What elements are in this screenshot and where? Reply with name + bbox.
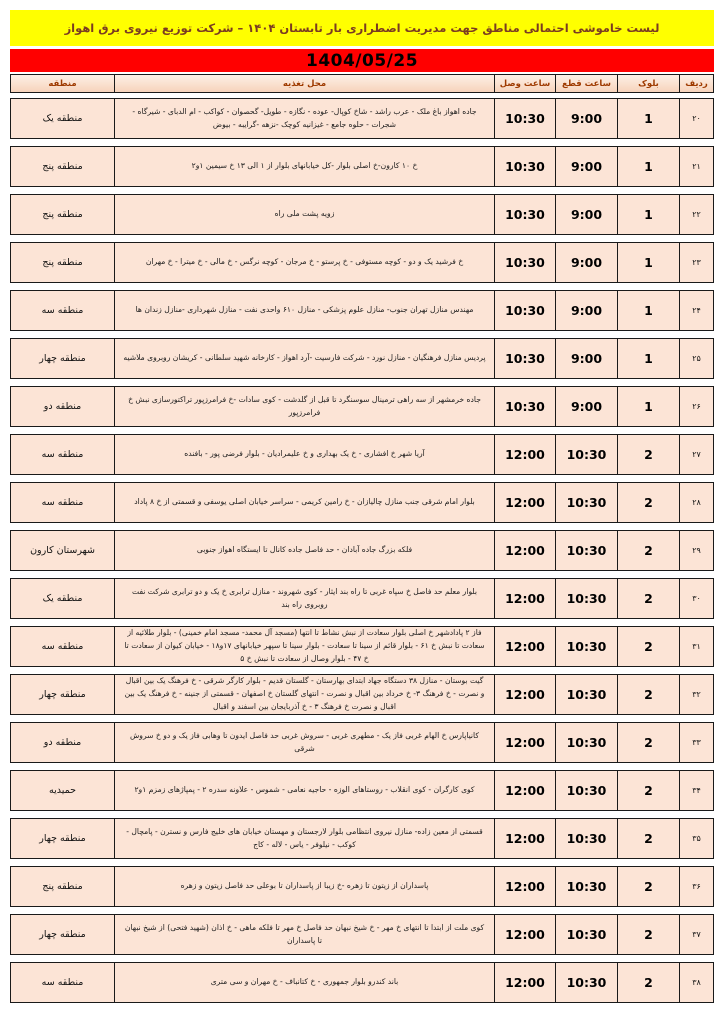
header-region: منطقه xyxy=(10,74,115,93)
row-number-cell: ۳۱ xyxy=(679,626,714,667)
cut-time-cell: 9:00 xyxy=(555,386,618,427)
row-number-cell: ۲۶ xyxy=(679,386,714,427)
restore-time-cell: 10:30 xyxy=(494,338,556,379)
feeding-location-cell: جاده اهواز باغ ملک - عرب راشد - شاخ کوپال- عوده - نگازه - طویل- گحصوان - کواکب - ام الدبای - شیرگاه - شجرات - حلوه جامع - غیزانیه کوچک -نزهه -گرایبه - بیوض xyxy=(114,98,495,139)
feeding-location-cell: باند کندرو بلوار جمهوری - خ کتانباف - خ مهران و سی متری xyxy=(114,962,495,1003)
feeding-location-cell: بلوار امام شرقی جنب منازل چالیازان - خ رامین کریمی - سراسر خیابان اصلی یوسفی و قسمتی از خ ۸ پاداد xyxy=(114,482,495,523)
block-cell: 2 xyxy=(617,482,680,523)
restore-time-cell: 10:30 xyxy=(494,194,556,235)
region-cell: منطقه چهار xyxy=(10,338,115,379)
restore-time-cell: 12:00 xyxy=(494,674,556,715)
row-number-cell: ۲۱ xyxy=(679,146,714,187)
feeding-location-cell: آریا شهر خ افشاری - خ یک بهداری و خ علیمرادیان - بلوار فرضی پور - بافنده xyxy=(114,434,495,475)
feeding-location-cell: گیت بوستان - منازل ۳۸ دستگاه جهاد ابتدای بهارستان - گلستان قدیم - بلوار کارگر شرقی - خ فرهنگ یک بین اقبال و نصرت - خ فرهنگ ۳- خ خرداد بین اقبال و نصرت - انتهای گلستان خ اصفهان - قسمتی از جنینه - خ فرهنگ یک بین اقبال و نصرت خ فرهنگ ۳ - خ آذربایجان بین اسفند و اقبال xyxy=(114,674,495,715)
block-cell: 2 xyxy=(617,674,680,715)
cut-time-cell: 10:30 xyxy=(555,626,618,667)
cut-time-cell: 10:30 xyxy=(555,770,618,811)
restore-time-cell: 12:00 xyxy=(494,962,556,1003)
restore-time-cell: 12:00 xyxy=(494,626,556,667)
feeding-location-cell: بلوار معلم حد فاصل خ سپاه غربی تا راه بند ایثار - کوی شهروند - منازل ترابری خ یک و دو ترابری شرکت نفت روبروی راه بند xyxy=(114,578,495,619)
table-row xyxy=(10,146,714,187)
region-cell: حمیدیه xyxy=(10,770,115,811)
feeding-location-cell: کانیاپارس خ الهام غربی فاز یک - مطهری غربی - سروش غربی حد فاصل ایدون تا وهابی فاز یک و دو خ سروش شرقی xyxy=(114,722,495,763)
region-cell: منطقه دو xyxy=(10,386,115,427)
region-cell: منطقه سه xyxy=(10,626,115,667)
block-cell: 1 xyxy=(617,242,680,283)
row-number-cell: ۳۵ xyxy=(679,818,714,859)
cut-time-cell: 9:00 xyxy=(555,242,618,283)
region-cell: شهرستان کارون xyxy=(10,530,115,571)
header-restore-time: ساعت وصل xyxy=(494,74,556,93)
restore-time-cell: 10:30 xyxy=(494,386,556,427)
table-row xyxy=(10,98,714,139)
block-cell: 1 xyxy=(617,146,680,187)
header-cut-time: ساعت قطع xyxy=(555,74,618,93)
feeding-location-cell: مهندس منازل تهران جنوب- منازل علوم پزشکی - منازل ۶۱۰ واحدی نفت - منازل شهرداری -منازل زندان ها xyxy=(114,290,495,331)
feeding-location-cell: فلکه بزرگ جاده آبادان - حد فاصل جاده کانال تا ایستگاه اهواز جنوبی xyxy=(114,530,495,571)
region-cell: منطقه یک xyxy=(10,98,115,139)
header-feeding-location: محل تغذیه xyxy=(114,74,495,93)
row-number-cell: ۲۳ xyxy=(679,242,714,283)
table-row xyxy=(10,338,714,379)
outage-table xyxy=(10,74,714,1003)
block-cell: 2 xyxy=(617,770,680,811)
block-cell: 1 xyxy=(617,290,680,331)
feeding-location-cell: زویه پشت ملی راه xyxy=(114,194,495,235)
row-number-cell: ۲۴ xyxy=(679,290,714,331)
region-cell: منطقه دو xyxy=(10,722,115,763)
block-cell: 2 xyxy=(617,434,680,475)
region-cell: منطقه سه xyxy=(10,290,115,331)
feeding-location-cell: خ ۱۰ کارون-خ اصلی بلوار -کل خیابانهای بلوار از ۱ الی ۱۳ خ سیمین ۱و۲ xyxy=(114,146,495,187)
region-cell: منطقه پنج xyxy=(10,194,115,235)
table-row xyxy=(10,242,714,283)
table-row xyxy=(10,194,714,235)
row-number-cell: ۲۷ xyxy=(679,434,714,475)
restore-time-cell: 10:30 xyxy=(494,98,556,139)
block-cell: 2 xyxy=(617,530,680,571)
row-number-cell: ۲۹ xyxy=(679,530,714,571)
header-row-number: ردیف xyxy=(679,74,714,93)
cut-time-cell: 9:00 xyxy=(555,98,618,139)
cut-time-cell: 10:30 xyxy=(555,674,618,715)
region-cell: منطقه چهار xyxy=(10,914,115,955)
table-header-row xyxy=(10,74,714,93)
cut-time-cell: 10:30 xyxy=(555,482,618,523)
feeding-location-cell: پاسداران از زیتون تا زهره -خ زیبا از پاسداران تا بوعلی حد فاصل زیتون و زهره xyxy=(114,866,495,907)
restore-time-cell: 12:00 xyxy=(494,434,556,475)
region-cell: منطقه چهار xyxy=(10,674,115,715)
row-number-cell: ۳۳ xyxy=(679,722,714,763)
row-number-cell: ۲۸ xyxy=(679,482,714,523)
cut-time-cell: 10:30 xyxy=(555,578,618,619)
feeding-location-cell: خ فرشید یک و دو - کوچه مستوفی - خ پرستو - خ مرجان - کوچه نرگس - خ مالی - خ میترا - خ مهران xyxy=(114,242,495,283)
block-cell: 2 xyxy=(617,722,680,763)
title-band xyxy=(10,10,714,46)
feeding-location-cell: فاز ۲ پادادشهر خ اصلی بلوار سعادت از نبش نشاط تا انتها (مسجد آل محمد- مسجد امام خمینی) - بلوار طلائیه از سعادت تا نبش خ ۶۱ - بلوار قائم از سینا تا سعادت - بلوار سینا تا سپهر خیابانهای ۱۷و۱۸ - خیابان کیوان از سعادت تا خ ۴۷ - بلوار وصال از سعادت تا نبش خ ۵ xyxy=(114,626,495,667)
region-cell: منطقه پنج xyxy=(10,146,115,187)
table-row xyxy=(10,530,714,571)
page-title: لیست خاموشی احتمالی مناطق جهت مدیریت اضطراری بار تابستان ۱۴۰۴ – شرکت توزیع نیروی برق اهواز xyxy=(64,21,660,35)
table-row xyxy=(10,386,714,427)
block-cell: 2 xyxy=(617,626,680,667)
block-cell: 1 xyxy=(617,386,680,427)
table-row xyxy=(10,770,714,811)
block-cell: 1 xyxy=(617,338,680,379)
restore-time-cell: 12:00 xyxy=(494,818,556,859)
row-number-cell: ۳۷ xyxy=(679,914,714,955)
cut-time-cell: 10:30 xyxy=(555,530,618,571)
table-row xyxy=(10,290,714,331)
cut-time-cell: 9:00 xyxy=(555,338,618,379)
restore-time-cell: 12:00 xyxy=(494,482,556,523)
cut-time-cell: 10:30 xyxy=(555,962,618,1003)
feeding-location-cell: کوی ملت از ابتدا تا انتهای خ مهر - خ شیخ نبهان حد فاصل خ مهر تا فلکه ماهی - خ اذان (شهید فتحی) از شیخ نبهان تا پاسداران xyxy=(114,914,495,955)
block-cell: 1 xyxy=(617,194,680,235)
cut-time-cell: 10:30 xyxy=(555,914,618,955)
table-row xyxy=(10,434,714,475)
restore-time-cell: 12:00 xyxy=(494,770,556,811)
region-cell: منطقه سه xyxy=(10,482,115,523)
cut-time-cell: 9:00 xyxy=(555,290,618,331)
cut-time-cell: 9:00 xyxy=(555,146,618,187)
block-cell: 2 xyxy=(617,962,680,1003)
cut-time-cell: 10:30 xyxy=(555,434,618,475)
table-row xyxy=(10,866,714,907)
restore-time-cell: 12:00 xyxy=(494,530,556,571)
row-number-cell: ۳۴ xyxy=(679,770,714,811)
table-row xyxy=(10,578,714,619)
cut-time-cell: 10:30 xyxy=(555,866,618,907)
row-number-cell: ۳۰ xyxy=(679,578,714,619)
outage-table-body xyxy=(10,98,714,1003)
restore-time-cell: 12:00 xyxy=(494,578,556,619)
restore-time-cell: 12:00 xyxy=(494,866,556,907)
table-row xyxy=(10,722,714,763)
feeding-location-cell: قسمتی از معین زاده- منازل نیروی انتظامی بلوار لارجستان و مهستان خیابان های خلیج فارس و نسترن - پامچال - کوکب - نیلوفر - یاس - لاله - کاج xyxy=(114,818,495,859)
row-number-cell: ۳۲ xyxy=(679,674,714,715)
cut-time-cell: 10:30 xyxy=(555,818,618,859)
table-row xyxy=(10,818,714,859)
region-cell: منطقه پنج xyxy=(10,242,115,283)
region-cell: منطقه چهار xyxy=(10,818,115,859)
header-block: بلوک xyxy=(617,74,680,93)
block-cell: 2 xyxy=(617,818,680,859)
cut-time-cell: 10:30 xyxy=(555,722,618,763)
restore-time-cell: 10:30 xyxy=(494,146,556,187)
region-cell: منطقه پنج xyxy=(10,866,115,907)
row-number-cell: ۳۸ xyxy=(679,962,714,1003)
restore-time-cell: 10:30 xyxy=(494,242,556,283)
restore-time-cell: 12:00 xyxy=(494,722,556,763)
region-cell: منطقه یک xyxy=(10,578,115,619)
block-cell: 2 xyxy=(617,866,680,907)
restore-time-cell: 12:00 xyxy=(494,914,556,955)
block-cell: 2 xyxy=(617,914,680,955)
region-cell: منطقه سه xyxy=(10,962,115,1003)
feeding-location-cell: پردیس منازل فرهنگیان - منازل نورد - شرکت فارسیت -آرد اهواز - کارخانه شهید سلطانی - کریشان روبروی ملاشیه xyxy=(114,338,495,379)
row-number-cell: ۲۵ xyxy=(679,338,714,379)
table-row xyxy=(10,626,714,667)
row-number-cell: ۲۰ xyxy=(679,98,714,139)
table-row xyxy=(10,962,714,1003)
cut-time-cell: 9:00 xyxy=(555,194,618,235)
feeding-location-cell: کوی کارگران - کوی انقلاب - روستاهای الوزه - حاجیه نعامی - شموس - علاونه سدره ۲ - پمپاژهای زمزم ۱و۲ xyxy=(114,770,495,811)
table-row xyxy=(10,914,714,955)
schedule-date: 1404/05/25 xyxy=(305,50,419,71)
restore-time-cell: 10:30 xyxy=(494,290,556,331)
row-number-cell: ۳۶ xyxy=(679,866,714,907)
block-cell: 2 xyxy=(617,578,680,619)
row-number-cell: ۲۲ xyxy=(679,194,714,235)
date-band xyxy=(10,49,714,72)
region-cell: منطقه سه xyxy=(10,434,115,475)
table-row xyxy=(10,674,714,715)
feeding-location-cell: جاده خرمشهر از سه راهی ترمینال سوسنگرد تا قبل از گلدشت - کوی سادات -خ فرامرزپور تراکتورسازی نبش خ فرامرزپور xyxy=(114,386,495,427)
table-row xyxy=(10,482,714,523)
block-cell: 1 xyxy=(617,98,680,139)
